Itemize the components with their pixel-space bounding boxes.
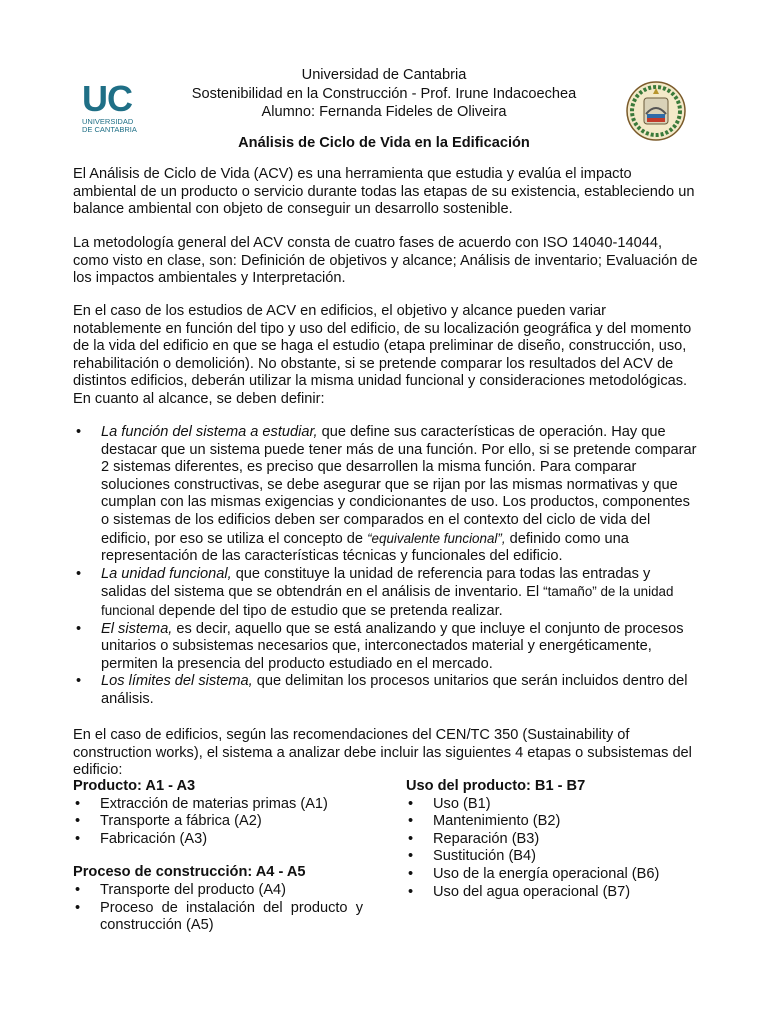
header-student: Alumno: Fernanda Fideles de Oliveira xyxy=(261,104,507,120)
list-item xyxy=(73,900,363,935)
bullet-icon: • xyxy=(75,813,81,830)
stage-item: Extracción de materias primas (A1) xyxy=(100,795,328,812)
stage-item: Transporte del producto (A4) xyxy=(100,881,287,898)
bullet-text: que delimitan los procesos unitarios que serán incluidos dentro del análisis. xyxy=(101,673,688,707)
bullet-icon: • xyxy=(408,883,414,900)
bullet-icon: • xyxy=(76,673,82,690)
bullet-icon: • xyxy=(76,620,82,637)
scope-bullet-list xyxy=(73,424,698,709)
document-header xyxy=(150,67,618,123)
bullet-text: que define sus características de operación. Hay que destacar que un sistema puede tener más de una función. Por ello, si se pretende comparar 2 sistemas diferentes, es preciso que desarrollen la misma función. Para comparar soluciones constructivas, se debe asegurar que se rijan por las mismas normativas y que cumplan con las mismas exigencias y condicionantes de uso. Los productos, componentes o sistemas de los edificios deben ser comparados en el contexto del ciclo de vida del edificio, por eso se utiliza el concepto de xyxy=(101,424,697,547)
bullet-icon: • xyxy=(408,865,414,882)
uso-list xyxy=(406,796,696,902)
stages-right-column xyxy=(406,778,696,901)
bullet-term: La función del sistema a estudiar, xyxy=(101,424,318,440)
list-item xyxy=(73,621,698,674)
bullet-text: que constituye la unidad de referencia para todas las entradas y salidas del sistema que se obtendrán en el análisis de inventario. El xyxy=(101,565,651,601)
construccion-list xyxy=(73,882,363,935)
list-item xyxy=(73,813,363,831)
stage-item: Sustitución (B4) xyxy=(433,848,537,865)
bullet-icon: • xyxy=(76,424,82,440)
bullet-text: es decir, aquello que se está analizando y que incluye el conjunto de procesos unitarios o subsistemas necesarios que, interconectados material y energéticamente, permiten la presencia del producto estudiado en el mercado. xyxy=(101,620,684,672)
stage-item: Reparación (B3) xyxy=(433,830,540,847)
logo-subtitle-1: UNIVERSIDAD xyxy=(82,117,134,126)
list-item xyxy=(73,831,363,849)
paragraph-cen: En el caso de edificios, según las recomendaciones del CEN/TC 350 (Sustainability of construction works), el sistema a analizar debe incluir las siguientes 4 etapas o subsistemas del edificio: xyxy=(73,727,692,779)
list-item xyxy=(406,813,696,831)
producto-heading: Producto: A1 - A3 xyxy=(73,778,196,794)
bullet-icon: • xyxy=(75,899,81,916)
bullet-icon: • xyxy=(408,848,414,865)
bullet-term: El sistema, xyxy=(101,620,173,637)
list-item xyxy=(73,796,363,814)
list-item xyxy=(406,848,696,866)
logo-letters: UC xyxy=(82,78,132,119)
list-item xyxy=(406,831,696,849)
bullet-icon: • xyxy=(408,795,414,812)
list-item xyxy=(406,866,696,884)
document-title: Análisis de Ciclo de Vida en la Edificación xyxy=(238,135,530,151)
logo-subtitle-2: DE CANTABRIA xyxy=(82,125,137,134)
bullet-icon: • xyxy=(408,813,414,830)
bullet-text-end: definido como una representación de las características técnicas y funcionales del edificio. xyxy=(101,530,629,565)
bullet-quote: “tamaño” de la unidad funcional xyxy=(101,584,674,618)
paragraph-scope: En el caso de los estudios de ACV en edificios, el objetivo y alcance pueden variar notablemente en función del tipo y uso del edificio, de su localización geográfica y del momento de la vida del edificio en que se haga el estudio (etapa preliminar de diseño, construcción, uso, rehabilitación o demolición). No obstante, si se pretende comparar los resultados del ACV de distintos edificios, deberán utilizar la misma unidad funcional y consideraciones metodológicas. En cuanto al alcance, se deben definir: xyxy=(73,303,692,407)
school-seal-icon xyxy=(625,80,687,142)
stages-left-column xyxy=(73,778,363,935)
uso-heading: Uso del producto: B1 - B7 xyxy=(406,778,586,794)
stage-item: Mantenimiento (B2) xyxy=(433,813,561,830)
stage-item: Fabricación (A3) xyxy=(100,830,208,847)
stage-item: Transporte a fábrica (A2) xyxy=(100,813,262,830)
bullet-quote: “equivalente funcional”, xyxy=(367,530,506,546)
list-item xyxy=(73,673,698,708)
stage-item: Uso del agua operacional (B7) xyxy=(433,883,631,900)
paragraph-intro: El Análisis de Ciclo de Vida (ACV) es una herramienta que estudia y evalúa el impacto ambiental de un producto o servicio durante todas las etapas de su existencia, estableciendo un balance ambiental con objeto de conseguir un desarrollo sostenible. xyxy=(73,166,695,218)
header-university: Universidad de Cantabria xyxy=(301,67,467,83)
construccion-heading: Proceso de construcción: A4 - A5 xyxy=(73,864,306,881)
list-item xyxy=(73,566,698,621)
bullet-icon: • xyxy=(75,830,81,847)
bullet-term: Los límites del sistema, xyxy=(101,673,253,690)
list-item xyxy=(406,796,696,814)
university-logo xyxy=(82,78,142,138)
paragraph-methodology: La metodología general del ACV consta de cuatro fases de acuerdo con ISO 14040-14044, como visto en clase, son: Definición de objetivos y alcance; Análisis de inventario; Evaluación de los impactos ambientales y Interpretación. xyxy=(73,235,698,287)
list-item xyxy=(73,882,363,900)
bullet-icon: • xyxy=(76,565,82,582)
bullet-icon: • xyxy=(75,881,81,898)
producto-list xyxy=(73,796,363,849)
list-item xyxy=(73,424,698,566)
stage-item: Uso (B1) xyxy=(433,795,491,812)
bullet-icon: • xyxy=(408,830,414,847)
stage-item: Uso de la energía operacional (B6) xyxy=(433,865,660,882)
list-item xyxy=(406,884,696,902)
bullet-term: La unidad funcional, xyxy=(101,565,232,582)
bullet-icon: • xyxy=(75,795,81,812)
bullet-text-end: depende del tipo de estudio que se pretenda realizar. xyxy=(154,602,503,619)
header-course: Sostenibilidad en la Construcción - Prof. Irune Indacoechea xyxy=(191,85,577,102)
stage-item: Proceso de instalación del producto y construcción (A5) xyxy=(100,899,363,934)
